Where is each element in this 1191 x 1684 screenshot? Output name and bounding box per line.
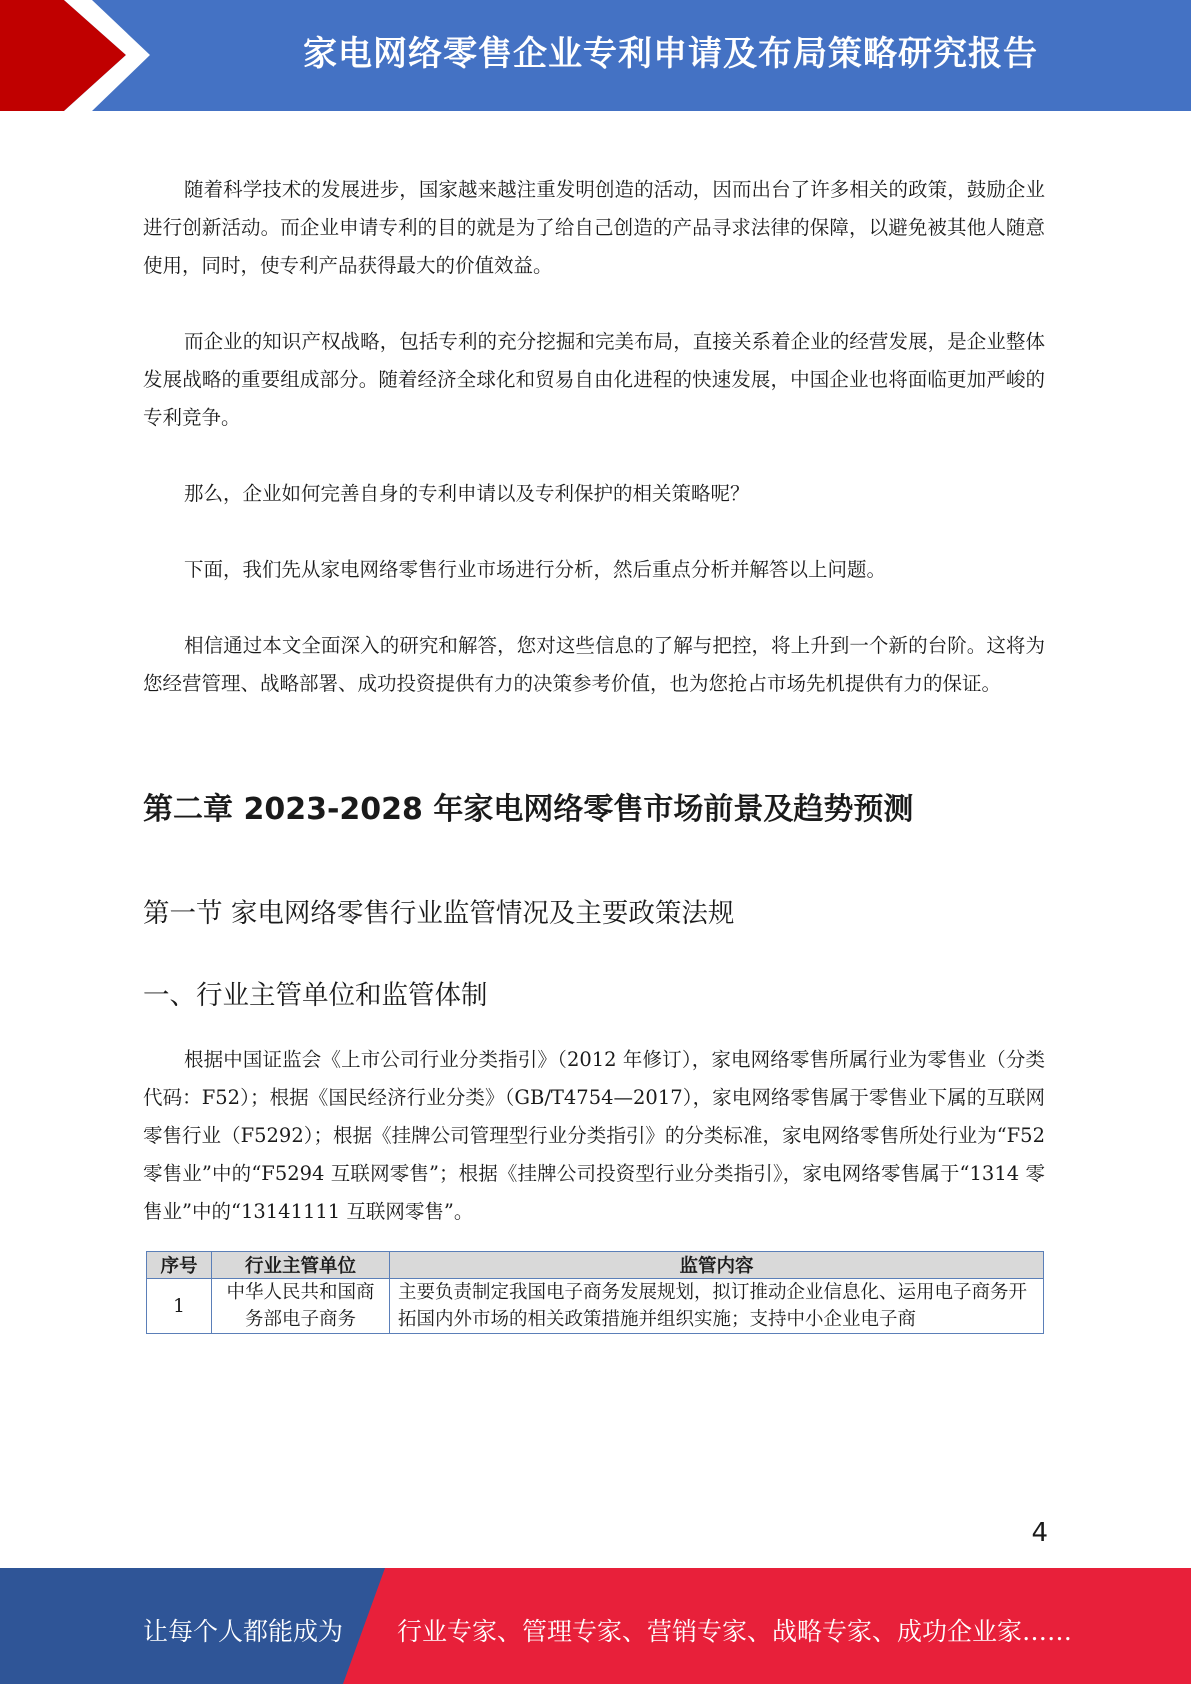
intro-paragraph-5: 相信通过本文全面深入的研究和解答，您对这些信息的了解与把控，将上升到一个新的台阶。这将为您经营管理、战略部署、成功投资提供有力的决策参考价值，也为您抢占市场先机提供有力的保证。 [143,634,1045,695]
subsection-title: 一、行业主管单位和监管体制 [143,980,488,1011]
page-number: 4 [1031,1518,1048,1548]
footer-slogan-left: 让每个人都能成为 [143,1617,344,1646]
footer-slogan-right: 行业专家、管理专家、营销专家、战略专家、成功企业家…… [397,1617,1073,1646]
header-title: 家电网络零售企业专利申请及布局策略研究报告 [303,34,1038,74]
table-cell-content [390,1279,1044,1334]
table-header-content: 监管内容 [390,1252,1044,1279]
table-header-row [147,1252,1044,1279]
chapter-title: 第二章 2023-2028 年家电网络零售市场前景及趋势预测 [143,792,914,827]
intro-paragraph-3: 那么，企业如何完善自身的专利申请以及专利保护的相关策略呢？ [184,482,750,505]
table-cell-no: 1 [147,1279,212,1334]
intro-paragraph-4: 下面，我们先从家电网络零售行业市场进行分析，然后重点分析并解答以上问题。 [184,558,887,581]
page-footer [0,1568,1191,1684]
section-title: 第一节 家电网络零售行业监管情况及主要政策法规 [143,898,735,929]
intro-paragraph-2: 而企业的知识产权战略，包括专利的充分挖掘和完美布局，直接关系着企业的经营发展，是企业整体发展战略的重要组成部分。随着经济全球化和贸易自由化进程的快速发展，中国企业也将面临更加严峻的专利竞争。 [143,330,1045,429]
table-cell-content-text: 主要负责制定我国电子商务发展规划，拟订推动企业信息化、运用电子商务开拓国内外市场的相关政策措施并组织实施；支持中小企业电子商 [398,1282,1028,1330]
table-header-unit: 行业主管单位 [212,1252,390,1279]
regulator-table [146,1251,1044,1334]
regulation-paragraph: 根据中国证监会《上市公司行业分类指引》（2012 年修订），家电网络零售所属行业为零售业（分类代码：F52）；根据《国民经济行业分类》（GB/T4754—2017），家电网络零售属于零售业下属的互联网零售行业（F5292）；根据《挂牌公司管理型行业分类指引》的分类标准，家电网络零售所处行业为“F52 零售业”中的“F5294 互联网零售”；根据《挂牌公司投资型行业分类指引》，家电网络零售属于“1314 零售业”中的“13141111 互联网零售”。 [143,1048,1045,1223]
table-cell-unit-text: 中华人民共和国商务部电子商务 [226,1282,375,1330]
table-header-no: 序号 [147,1252,212,1279]
intro-paragraph-1: 随着科学技术的发展进步，国家越来越注重发明创造的活动，因而出台了许多相关的政策，鼓励企业进行创新活动。而企业申请专利的目的就是为了给自己创造的产品寻求法律的保障，以避免被其他人随意使用，同时，使专利产品获得最大的价值效益。 [143,178,1045,277]
table-cell-unit [212,1279,390,1334]
table-row [147,1279,1044,1334]
